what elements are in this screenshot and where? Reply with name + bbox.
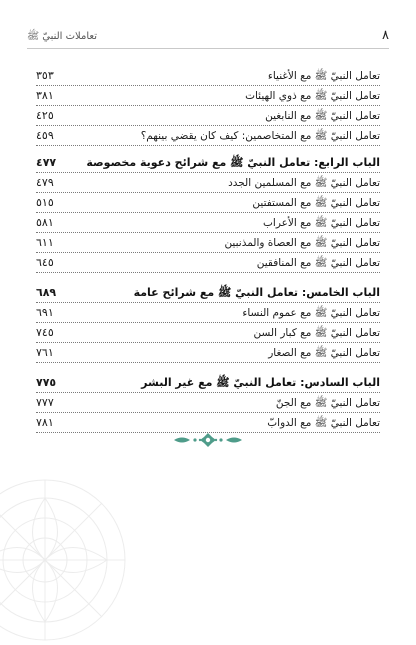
toc-entry-page: ٦٩١ bbox=[36, 306, 54, 319]
toc-entry-page: ٦١١ bbox=[36, 236, 54, 249]
page-header bbox=[27, 28, 389, 48]
toc-entry-page: ٧٦١ bbox=[36, 346, 54, 359]
toc-section bbox=[36, 371, 380, 433]
toc-chapter-heading bbox=[36, 281, 380, 303]
toc-entry bbox=[36, 66, 380, 86]
toc-entry-title: تعامل النبيّ ﷺ مع الأغنياء bbox=[267, 70, 380, 82]
toc-entry-title: تعامل النبيّ ﷺ مع المسلمين الجدد bbox=[228, 177, 380, 189]
toc-entry-page: ٤٢٥ bbox=[36, 109, 54, 122]
toc-entry-title: تعامل النبيّ ﷺ مع الأعراب bbox=[263, 217, 380, 229]
toc-entry-page: ٣٨١ bbox=[36, 89, 54, 102]
toc-entry bbox=[36, 213, 380, 233]
toc-entry-title: تعامل النبيّ ﷺ مع المتخاصمين: كيف كان يقضي بينهم؟ bbox=[140, 130, 380, 142]
decorative-watermark bbox=[0, 475, 130, 645]
toc-entry bbox=[36, 106, 380, 126]
toc-entry-title: تعامل النبيّ ﷺ مع الدوابّ bbox=[267, 417, 380, 429]
toc-entry-title: تعامل النبيّ ﷺ مع عموم النساء bbox=[242, 307, 380, 319]
toc-entry-title: تعامل النبيّ ﷺ مع المنافقين bbox=[256, 257, 380, 269]
toc-entry-page: ٤٧٧ bbox=[36, 156, 57, 169]
toc-entry bbox=[36, 173, 380, 193]
toc-entry bbox=[36, 303, 380, 323]
toc-entry-page: ٤٧٩ bbox=[36, 176, 54, 189]
toc-entry-title: تعامل النبيّ ﷺ مع ذوي الهيئات bbox=[245, 90, 380, 102]
toc-entry bbox=[36, 126, 380, 146]
toc-entry bbox=[36, 413, 380, 433]
toc-entry-page: ٣٥٣ bbox=[36, 69, 54, 82]
header-rule bbox=[27, 48, 389, 49]
toc-entry-title: تعامل النبيّ ﷺ مع الصغار bbox=[268, 347, 380, 359]
toc-section bbox=[36, 66, 380, 146]
toc-section bbox=[36, 281, 380, 363]
toc-entry-title: تعامل النبيّ ﷺ مع الجنّ bbox=[275, 397, 380, 409]
page-number: ٨ bbox=[382, 28, 389, 43]
toc-entry bbox=[36, 393, 380, 413]
toc-entry-title: الباب الرابع: تعامل النبيّ ﷺ مع شرائح دعوية مخصوصة bbox=[86, 156, 380, 169]
toc-section bbox=[36, 151, 380, 273]
toc-entry bbox=[36, 253, 380, 273]
toc-entry-page: ٧٨١ bbox=[36, 416, 54, 429]
toc-entry-title: الباب السادس: تعامل النبيّ ﷺ مع غير البشر bbox=[141, 376, 380, 389]
divider-ornament bbox=[168, 432, 248, 448]
toc-entry-title: الباب الخامس: تعامل النبيّ ﷺ مع شرائح عامة bbox=[133, 286, 380, 299]
toc-entry-page: ٧٧٧ bbox=[36, 396, 54, 409]
toc-entry-page: ٧٤٥ bbox=[36, 326, 54, 339]
toc-chapter-heading bbox=[36, 371, 380, 393]
toc-entry-page: ٥١٥ bbox=[36, 196, 54, 209]
toc-entry bbox=[36, 86, 380, 106]
toc-entry bbox=[36, 233, 380, 253]
toc-entry-page: ٥٨١ bbox=[36, 216, 54, 229]
toc-entry-page: ٤٥٩ bbox=[36, 129, 54, 142]
table-of-contents bbox=[36, 66, 380, 441]
toc-entry-title: تعامل النبيّ ﷺ مع العصاة والمذنبين bbox=[224, 237, 380, 249]
toc-entry bbox=[36, 323, 380, 343]
toc-entry-page: ٦٨٩ bbox=[36, 286, 57, 299]
toc-entry-title: تعامل النبيّ ﷺ مع النابغين bbox=[265, 110, 380, 122]
toc-entry-title: تعامل النبيّ ﷺ مع المستفتين bbox=[252, 197, 380, 209]
running-title: تعاملات النبيّ ﷺ bbox=[27, 31, 98, 42]
toc-chapter-heading bbox=[36, 151, 380, 173]
toc-entry-title: تعامل النبيّ ﷺ مع كبار السن bbox=[253, 327, 380, 339]
toc-entry-page: ٧٧٥ bbox=[36, 376, 57, 389]
toc-entry bbox=[36, 193, 380, 213]
toc-entry-page: ٦٤٥ bbox=[36, 256, 54, 269]
toc-entry bbox=[36, 343, 380, 363]
